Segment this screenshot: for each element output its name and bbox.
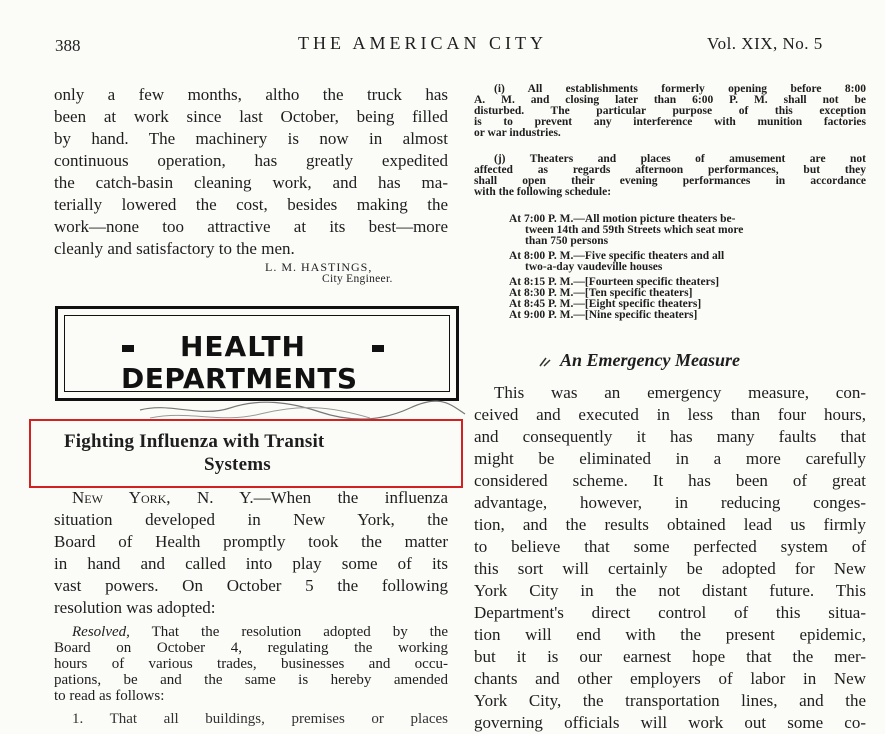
section-heading-departments: DEPARTMENTS: [121, 362, 358, 395]
text-line: ceived and executed in less than four hours,: [474, 405, 866, 424]
text-line: York City in the not distant future. This: [474, 581, 866, 600]
text-line: this sort will certainly be adopted for New: [474, 559, 866, 578]
schedule-line: At 8:30 P. M.—[Ten specific theaters]: [509, 287, 693, 299]
text-fragment: —When the influenza: [253, 488, 448, 507]
text-line: to believe that some perfected system of: [474, 537, 866, 556]
volume-info: Vol. XIX, No. 5: [707, 34, 823, 53]
text-line: (i) All establishments formerly opening before 8:00: [494, 83, 866, 95]
schedule-line: At 8:45 P. M.—[Eight specific theaters]: [509, 298, 702, 310]
text-line: but it is our earnest hope that the mer-: [474, 647, 866, 666]
text-line: advantage, however, in reducing conges-: [474, 493, 866, 512]
text-line: tion will end with the present epidemic,: [474, 625, 866, 644]
text-line: only a few months, altho the truck has: [54, 85, 448, 104]
text-line: governing officials will work out some co-: [474, 713, 866, 732]
text-line: Department's direct control of this situa-: [474, 603, 866, 622]
text-line: to read as follows:: [54, 688, 165, 704]
text-line: by hand. The machinery is now in almost: [54, 129, 448, 148]
text-line: disturbed. The particular purpose of this exception: [474, 105, 866, 117]
text-line: resolution was adopted:: [54, 598, 216, 617]
text-line: in hand and called into play some of its: [54, 554, 448, 573]
text-line: been at work since last October, being filled: [54, 107, 448, 126]
subheading-emergency-measure: An Emergency Measure: [560, 350, 740, 370]
text-line: [54, 487, 448, 509]
schedule-line: At 8:15 P. M.—[Fourteen specific theaters]: [509, 276, 720, 288]
resolution-lead: Resolved,: [72, 624, 130, 640]
schedule-line: At 9:00 P. M.—[Nine specific theaters]: [509, 309, 698, 321]
text-line: tion, and the results obtained lead us firmly: [474, 515, 866, 534]
text-line: Board of Health promptly took the matter: [54, 532, 448, 551]
text-line: or war industries.: [474, 127, 561, 139]
text-line: considered scheme. It has been of great: [474, 471, 866, 490]
text-line: A. M. and closing later than 6:00 P. M. shall not be: [474, 94, 866, 106]
text-line: York City, the transportation lines, and the: [474, 691, 866, 710]
schedule-line: At 8:00 P. M.—Five specific theaters and all: [509, 250, 725, 262]
text-line: the catch-basin cleaning work, and has ma-: [54, 173, 448, 192]
text-line: continuous operation, has greatly expedited: [54, 151, 448, 170]
text-fragment: That the resolution adopted by the: [129, 624, 448, 640]
text-line: This was an emergency measure, con-: [494, 383, 866, 402]
page-number: 388: [55, 36, 81, 55]
schedule-line: tween 14th and 59th Streets which seat more: [525, 224, 744, 236]
text-line: pations, be and the same is hereby amended: [54, 672, 448, 688]
running-title: THE AMERICAN CITY: [298, 33, 547, 53]
schedule-line: At 7:00 P. M.—All motion picture theaters be-: [509, 213, 736, 225]
text-line: terially lowered the cost, besides making the: [54, 195, 448, 214]
section-heading-health: HEALTH: [180, 330, 306, 363]
subhead-ornament-icon: [538, 356, 554, 368]
text-line: affected as regards afternoon performances, but they: [474, 164, 866, 176]
text-line: cleanly and satisfactory to the men.: [54, 239, 295, 258]
text-line: might be eliminated in a more carefully: [474, 449, 866, 468]
article-headline-line1: Fighting Influenza with Transit: [64, 431, 325, 452]
signature-name: L. M. HASTINGS,: [265, 260, 373, 274]
text-line: with the following schedule:: [474, 186, 612, 198]
text-line: vast powers. On October 5 the following: [54, 576, 448, 595]
text-line: work—none too attractive at its best—more: [54, 217, 448, 236]
schedule-line: than 750 persons: [525, 235, 609, 247]
text-line: chants and other employers of labor in New: [474, 669, 866, 688]
heading-dash-right: [372, 345, 384, 352]
text-line: 1. That all buildings, premises or places: [72, 711, 448, 727]
text-line: hours of various trades, businesses and occu-: [54, 656, 448, 672]
text-line: (j) Theaters and places of amusement are not: [494, 153, 866, 165]
text-line: Board on October 4, regulating the working: [54, 640, 448, 656]
text-line: shall open their evening performances in accordance: [474, 175, 866, 187]
signature-title: City Engineer.: [322, 273, 393, 285]
text-line: and consequently it has many faults that: [474, 427, 866, 446]
text-line: is to prevent any interference with munition factories: [474, 116, 866, 128]
text-line: [54, 624, 448, 640]
schedule-line: two-a-day vaudeville houses: [525, 261, 663, 273]
article-headline-line2: Systems: [204, 454, 271, 475]
article-dateline: New York, N. Y.: [72, 488, 254, 507]
heading-dash-left: [122, 345, 134, 352]
text-line: situation developed in New York, the: [54, 510, 448, 529]
